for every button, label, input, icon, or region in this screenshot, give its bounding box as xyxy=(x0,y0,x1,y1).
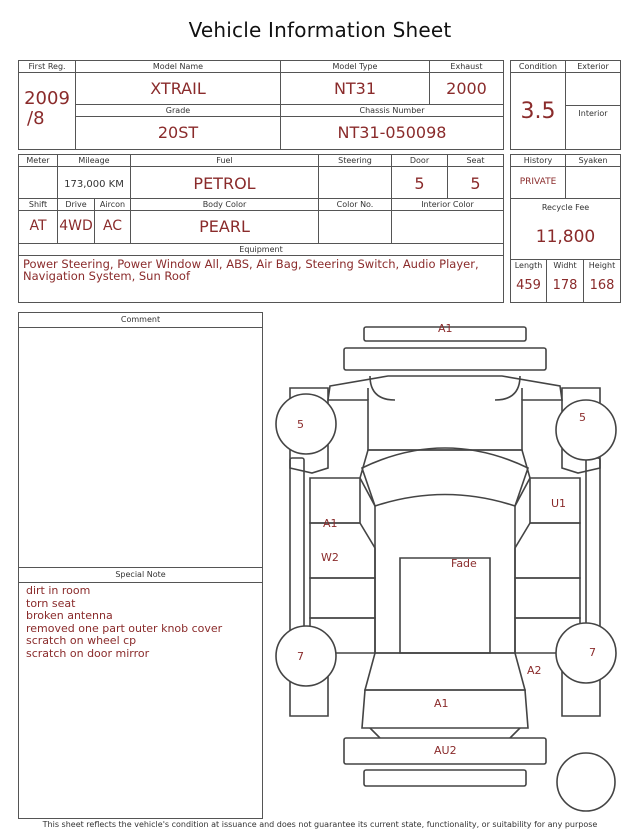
shift-value: AT xyxy=(29,218,47,234)
steering-label: Steering xyxy=(319,155,391,167)
grade-value: 20ST xyxy=(157,123,199,142)
comment-box xyxy=(18,312,263,568)
right-front-window xyxy=(515,523,580,578)
rear-hatch-lines xyxy=(370,728,520,738)
exterior-label: Exterior xyxy=(566,61,620,73)
chassis-value: NT31-050098 xyxy=(337,123,447,142)
car-diagram xyxy=(270,318,620,818)
front-bumper xyxy=(344,348,546,370)
exterior-cell xyxy=(565,60,621,106)
special-note-label: Special Note xyxy=(19,568,262,583)
wheel-front-left xyxy=(276,394,336,454)
seat-label: Seat xyxy=(448,155,503,167)
roof-outline xyxy=(360,450,530,653)
special-note-item: dirt in room xyxy=(26,584,91,597)
left-front-window xyxy=(310,523,375,578)
model-name-label: Model Name xyxy=(76,61,280,73)
model-name-value: XTRAIL xyxy=(150,79,206,98)
door-value: 5 xyxy=(414,174,425,193)
rear-bumper-bottom xyxy=(364,770,526,786)
recycle-value: 11,800 xyxy=(535,227,596,247)
door-cell xyxy=(391,154,448,199)
mileage-value: 173,000 KM xyxy=(64,179,124,190)
body-color-cell xyxy=(130,198,319,244)
length-label: Length xyxy=(514,261,543,270)
label-side-right: U1 xyxy=(551,497,567,510)
first-reg-year: 2009 xyxy=(24,88,70,109)
fuel-value: PETROL xyxy=(193,174,256,193)
interior-label: Interior xyxy=(578,109,608,118)
color-no-cell xyxy=(318,198,392,244)
recycle-cell xyxy=(510,198,621,260)
left-rear-door xyxy=(310,578,375,618)
first-reg-cell xyxy=(18,60,76,150)
special-note-box xyxy=(18,567,263,819)
drive-label: Drive xyxy=(58,199,94,211)
special-note-item: broken antenna xyxy=(26,609,113,622)
recycle-label: Recycle Fee xyxy=(541,203,590,212)
label-rear-hatch: A1 xyxy=(434,697,449,710)
history-value: PRIVATE xyxy=(519,177,557,187)
height-cell xyxy=(583,259,621,303)
fuel-label: Fuel xyxy=(131,155,318,167)
condition-cell xyxy=(510,60,566,150)
mileage-label: Mileage xyxy=(58,155,130,167)
width-cell xyxy=(546,259,584,303)
height-value: 168 xyxy=(589,278,615,293)
label-rear-bumper: AU2 xyxy=(434,744,457,757)
wheel-front-right xyxy=(556,400,616,460)
interior-cell xyxy=(565,105,621,150)
special-note-item: removed one part outer knob cover xyxy=(26,621,223,635)
spare-wheel xyxy=(557,753,615,811)
rear-window xyxy=(365,653,525,690)
right-rear-door xyxy=(515,578,580,618)
exhaust-label: Exhaust xyxy=(430,61,503,73)
comment-label: Comment xyxy=(19,313,262,328)
aircon-label: Aircon xyxy=(95,199,130,211)
width-label: Widht xyxy=(553,261,577,270)
history-label: History xyxy=(511,155,565,167)
chassis-cell xyxy=(280,104,504,150)
mileage-cell xyxy=(57,154,131,199)
label-wheel-front-left: 5 xyxy=(297,418,304,431)
fuel-cell xyxy=(130,154,319,199)
width-value: 178 xyxy=(552,278,578,293)
meter-label: Meter xyxy=(19,155,57,167)
syaken-cell xyxy=(565,154,621,199)
grade-cell xyxy=(75,104,281,150)
equipment-label: Equipment xyxy=(19,244,503,256)
label-side-left-a: A1 xyxy=(323,517,338,530)
syaken-label: Syaken xyxy=(566,155,620,167)
chassis-label: Chassis Number xyxy=(281,105,503,117)
model-name-cell xyxy=(75,60,281,105)
aircon-value: AC xyxy=(102,218,123,234)
label-front-bumper: A1 xyxy=(438,322,453,335)
drive-value: 4WD xyxy=(59,218,93,234)
hood-panel xyxy=(328,376,562,450)
roof-panel xyxy=(400,558,490,653)
body-color-label: Body Color xyxy=(131,199,318,211)
condition-label: Condition xyxy=(511,61,565,73)
meter-cell xyxy=(18,154,58,199)
special-note-list xyxy=(19,583,262,662)
first-reg-month: /8 xyxy=(27,108,45,129)
equipment-cell xyxy=(18,243,504,303)
seat-value: 5 xyxy=(470,174,481,193)
special-note-item: scratch on wheel cp xyxy=(26,634,137,647)
model-type-value: NT31 xyxy=(333,79,377,98)
hood-edges xyxy=(368,388,522,400)
windshield xyxy=(362,448,528,506)
label-side-left-w: W2 xyxy=(321,551,339,564)
steering-cell xyxy=(318,154,392,199)
door-label: Door xyxy=(392,155,447,167)
exhaust-cell xyxy=(429,60,504,105)
special-note-item: scratch on door mirror xyxy=(26,646,150,660)
headlight-lines xyxy=(370,376,520,400)
label-rear-right: A2 xyxy=(527,664,542,677)
wheel-rear-right xyxy=(556,623,616,683)
page-title: Vehicle Information Sheet xyxy=(188,18,452,42)
equipment-value: Power Steering, Power Window All, ABS, Air Bag, Steering Switch, Audio Player, Navigation System, Sun Roof xyxy=(23,257,479,283)
condition-value: 3.5 xyxy=(520,99,556,124)
seat-cell xyxy=(447,154,504,199)
length-cell xyxy=(510,259,547,303)
label-wheel-rear-left: 7 xyxy=(297,650,304,663)
interior-color-label: Interior Color xyxy=(392,199,503,211)
label-wheel-rear-right: 7 xyxy=(589,646,596,659)
shift-cell xyxy=(18,198,58,244)
disclaimer-footer: This sheet reflects the vehicle's condition at issuance and does not guarantee its current state, functionality, or suitability for any purpose xyxy=(42,820,598,829)
drive-cell xyxy=(57,198,95,244)
length-value: 459 xyxy=(516,278,541,293)
wheel-rear-left xyxy=(276,626,336,686)
model-type-label: Model Type xyxy=(281,61,429,73)
label-roof: Fade xyxy=(451,557,477,570)
body-color-value: PEARL xyxy=(199,217,250,236)
special-note-item: torn seat xyxy=(26,596,76,610)
grade-label: Grade xyxy=(76,105,280,117)
exhaust-value: 2000 xyxy=(446,79,487,98)
history-cell xyxy=(510,154,566,199)
interior-color-cell xyxy=(391,198,504,244)
aircon-cell xyxy=(94,198,131,244)
shift-label: Shift xyxy=(19,199,57,211)
color-no-label: Color No. xyxy=(319,199,391,211)
first-reg-label: First Reg. xyxy=(19,61,75,73)
label-wheel-front-right: 5 xyxy=(579,411,586,424)
height-label: Height xyxy=(588,261,616,270)
model-type-cell xyxy=(280,60,430,105)
